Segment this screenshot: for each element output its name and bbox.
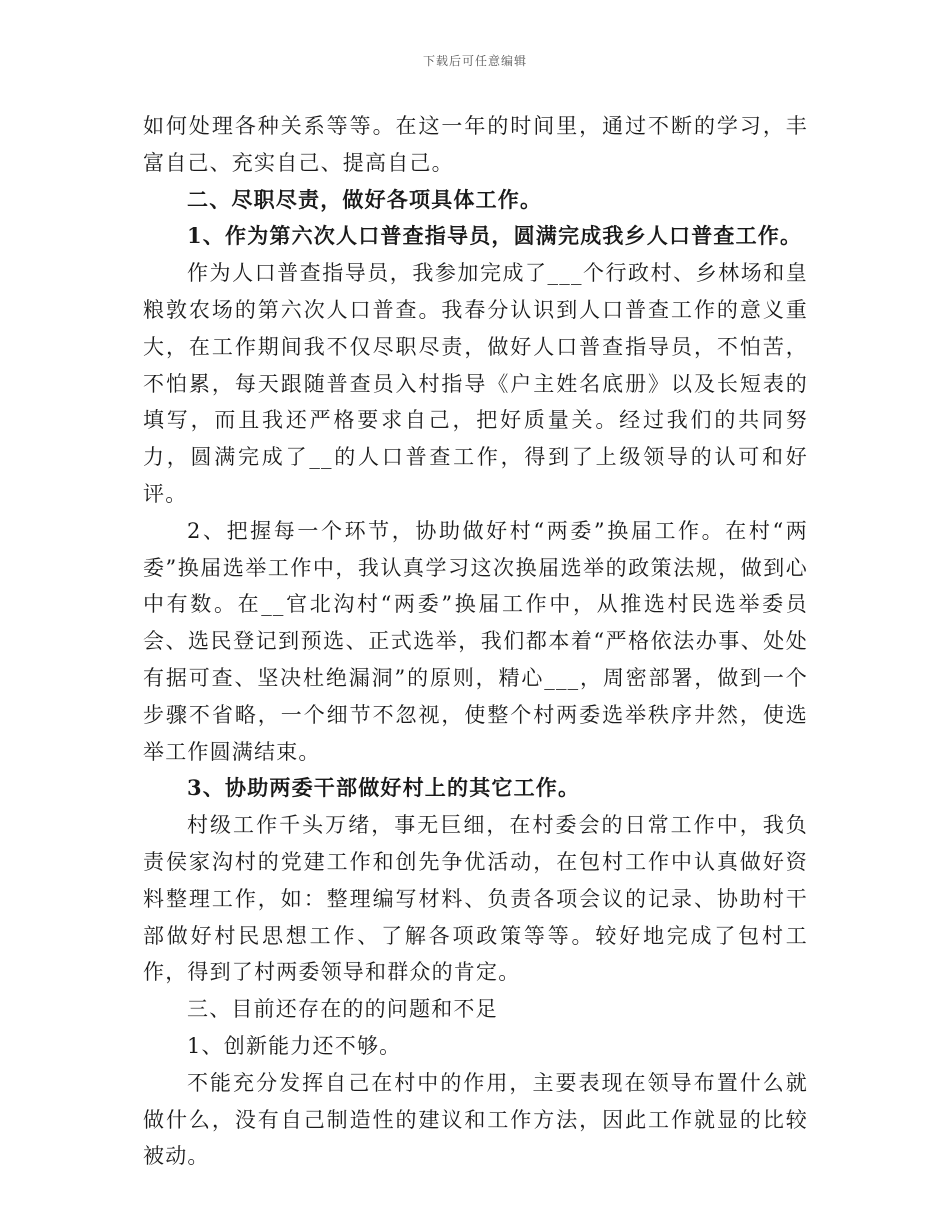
paragraph-other-work: 村级工作千头万绪，事无巨细，在村委会的日常工作中，我负责侯家沟村的党建工作和创先争优活动，在包村工作中认真做好资料整理工作，如：整理编写材料、负责各项会议的记录、协助村干部做好村民思想工作、了解各项政策等等。较好地完成了包村工作，得到了村两委领导和群众的肯定。 — [143, 813, 808, 985]
section-heading-2: 二、尽职尽责，做好各项具体工作。 — [187, 186, 543, 212]
paragraph-election: 2、把握每一个环节，协助做好村“两委”换届工作。在村“两委”换届选举工作中，我认真学习这次换届选举的政策法规，做到心中有数。在__官北沟村“两委”换届工作中，从推选村民选举委员会、选民登记到预选、正式选举，我们都本着“严格依法办事、处处有据可查、坚决杜绝漏洞”的原则，精心___，周密部署，做到一个步骤不省略，一个细节不忽视，使整个村两委选举秩序井然，使选举工作圆满结束。 — [143, 518, 808, 764]
subheading-other-work: 3、协助两委干部做好村上的其它工作。 — [187, 775, 581, 801]
paragraph-census: 作为人口普查指导员，我参加完成了___个行政村、乡林场和皇粮敦农场的第六次人口普查。我春分认识到人口普查工作的意义重大，在工作期间我不仅尽职尽责，做好人口普查指导员，不怕苦，不怕累，每天跟随普查员入村指导《户主姓名底册》以及长短表的填写，而且我还严格要求自己，把好质量关。经过我们的共同努力，圆满完成了__的人口普查工作，得到了上级领导的认可和好评。 — [143, 261, 808, 506]
paragraph-1: 如何处理各种关系等等。在这一年的时间里，通过不断的学习，丰富自己、充实自己、提高自己。 — [143, 114, 808, 175]
page-header: 下载后可任意编辑 — [422, 54, 527, 68]
subheading-census: 1、作为第六次人口普查指导员，圆满完成我乡人口普查工作。 — [187, 223, 803, 249]
document-body — [143, 108, 808, 1175]
subheading-innovation: 1、创新能力还不够。 — [187, 1033, 402, 1058]
section-heading-3: 三、目前还存在的的问题和不足 — [187, 997, 498, 1022]
paragraph-innovation: 不能充分发挥自己在村中的作用，主要表现在领导布置什么就做什么，没有自己制造性的建议和工作方法，因此工作就显的比较被动。 — [143, 1070, 808, 1169]
